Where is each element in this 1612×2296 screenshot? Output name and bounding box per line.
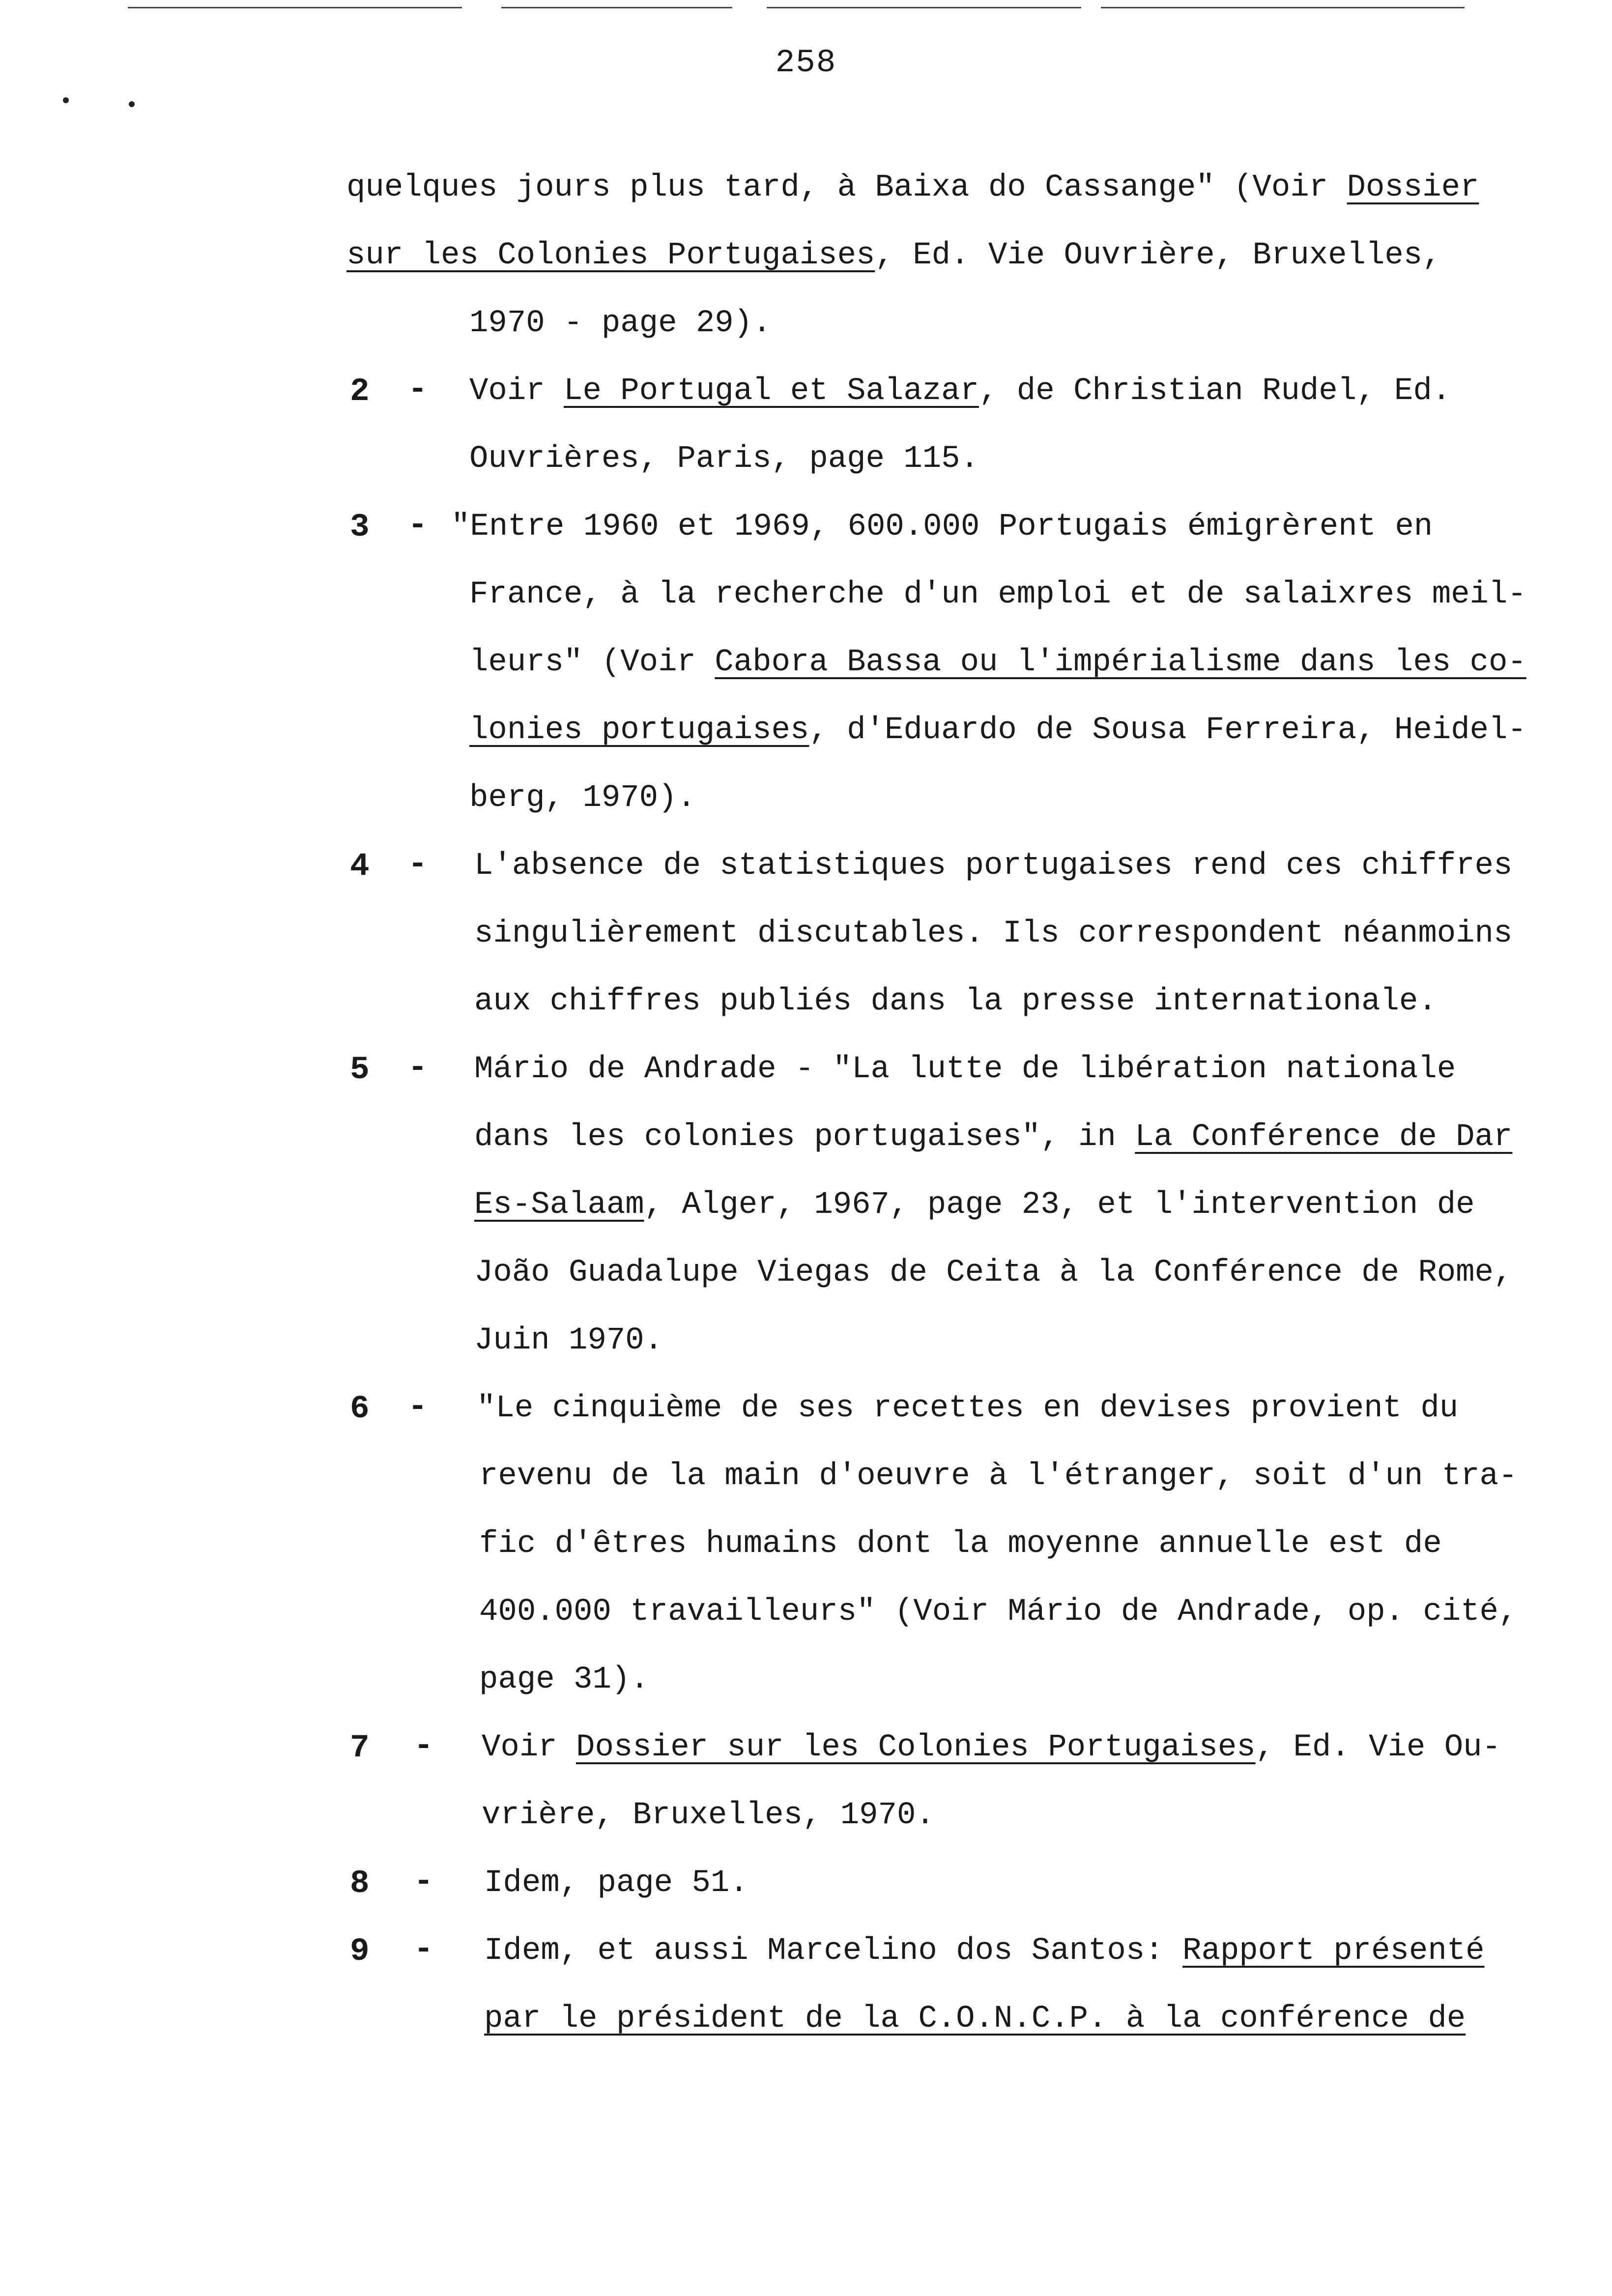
underlined-title: Rapport présenté: [1182, 1933, 1485, 1969]
note-5-line-4: João Guadalupe Viegas de Ceita à la Conférence de Rome,: [474, 1255, 1513, 1291]
note-dash: -: [408, 507, 428, 544]
note-number: 7: [350, 1729, 370, 1766]
note-number: 9: [350, 1933, 370, 1970]
text-run: Voir: [469, 373, 564, 409]
text-run: Voir: [482, 1730, 576, 1765]
stray-mark: [63, 97, 69, 103]
note-6-line-3: fic d'êtres humains dont la moyenne annuelle est de: [479, 1526, 1442, 1562]
top-rule: [767, 7, 1081, 8]
note-6-line-5: page 31).: [479, 1662, 649, 1697]
top-rule: [501, 7, 732, 8]
underlined-title: Es-Salaam: [474, 1187, 644, 1223]
text-run: , Ed. Vie Ouvrière, Bruxelles,: [875, 238, 1441, 273]
page-number: 258: [775, 44, 837, 81]
top-rule: [128, 7, 462, 8]
note-5-line-3: [474, 1189, 1475, 1221]
underlined-title: sur les Colonies Portugaises: [346, 238, 875, 273]
text-run: quelques jours plus tard, à Baixa do Cassange" (Voir: [346, 170, 1347, 205]
note-5-line-1: Mário de Andrade - "La lutte de libération nationale: [474, 1052, 1456, 1087]
note-3-line-4: [469, 715, 1526, 746]
note-2-line-2: Ouvrières, Paris, page 115.: [469, 441, 979, 477]
text-run: dans les colonies portugaises", in: [474, 1119, 1135, 1155]
note-number: 4: [350, 848, 370, 885]
note-8-line-1: Idem, page 51.: [484, 1866, 748, 1901]
note-dash: -: [414, 1727, 433, 1764]
note-6-line-1: "Le cinquième de ses recettes en devises provient du: [477, 1391, 1459, 1426]
note-4-line-2: singulièrement discutables. Ils correspondent néanmoins: [474, 916, 1513, 951]
continuation-line-2: [346, 240, 1441, 271]
note-dash: -: [408, 1388, 428, 1425]
underlined-title: lonies portugaises: [469, 713, 809, 748]
text-run: , Ed. Vie Ou-: [1255, 1730, 1501, 1765]
note-3-line-1: "Entre 1960 et 1969, 600.000 Portugais émigrèrent en: [451, 509, 1433, 545]
text-run: , Alger, 1967, page 23, et l'intervention de: [644, 1187, 1475, 1223]
underlined-title: Dossier sur les Colonies Portugaises: [576, 1730, 1256, 1765]
text-run: leurs" (Voir: [469, 645, 715, 680]
underlined-title: par le président de la C.O.N.C.P. à la conférence de: [484, 2001, 1466, 2037]
note-7-line-1: [482, 1732, 1501, 1763]
note-4-line-1: L'absence de statistiques portugaises rend ces chiffres: [474, 848, 1513, 884]
underlined-title: La Conférence de Dar: [1135, 1119, 1513, 1155]
note-3-line-2: France, à la recherche d'un emploi et de salaixres meil-: [469, 577, 1526, 612]
note-3-line-5: berg, 1970).: [469, 780, 696, 816]
note-7-line-2: vrière, Bruxelles, 1970.: [482, 1798, 935, 1833]
top-rule: [1101, 7, 1465, 8]
note-6-line-4: 400.000 travailleurs" (Voir Mário de Andrade, op. cité,: [479, 1594, 1518, 1630]
note-dash: -: [414, 1863, 433, 1900]
note-number: 3: [350, 509, 370, 545]
note-6-line-2: revenu de la main d'oeuvre à l'étranger, soit d'un tra-: [479, 1459, 1518, 1494]
note-9-line-2: [484, 2003, 1466, 2035]
note-dash: -: [408, 1049, 428, 1086]
note-3-line-3: [469, 647, 1526, 678]
continuation-line-1: [346, 172, 1479, 203]
note-dash: -: [408, 371, 428, 408]
underlined-title: Cabora Bassa ou l'impérialisme dans les co-: [715, 645, 1526, 680]
note-5-line-5: Juin 1970.: [474, 1323, 663, 1358]
underlined-title: Le Portugal et Salazar: [564, 373, 979, 409]
text-run: , d'Eduardo de Sousa Ferreira, Heidel-: [809, 713, 1526, 748]
text-run: , de Christian Rudel, Ed.: [979, 373, 1451, 409]
text-run: Idem, et aussi Marcelino dos Santos:: [484, 1933, 1183, 1969]
note-number: 2: [350, 373, 370, 410]
note-4-line-3: aux chiffres publiés dans la presse internationale.: [474, 984, 1437, 1019]
note-number: 8: [350, 1865, 370, 1902]
note-number: 5: [350, 1051, 370, 1088]
note-9-line-1: [484, 1935, 1485, 1967]
note-dash: -: [408, 846, 428, 883]
underlined-title: Dossier: [1347, 170, 1479, 205]
continuation-line-3: 1970 - page 29).: [469, 306, 772, 341]
note-number: 6: [350, 1390, 370, 1427]
note-dash: -: [414, 1931, 433, 1968]
note-2-line-1: [469, 375, 1451, 407]
stray-mark: [129, 101, 135, 107]
note-5-line-2: [474, 1121, 1512, 1153]
